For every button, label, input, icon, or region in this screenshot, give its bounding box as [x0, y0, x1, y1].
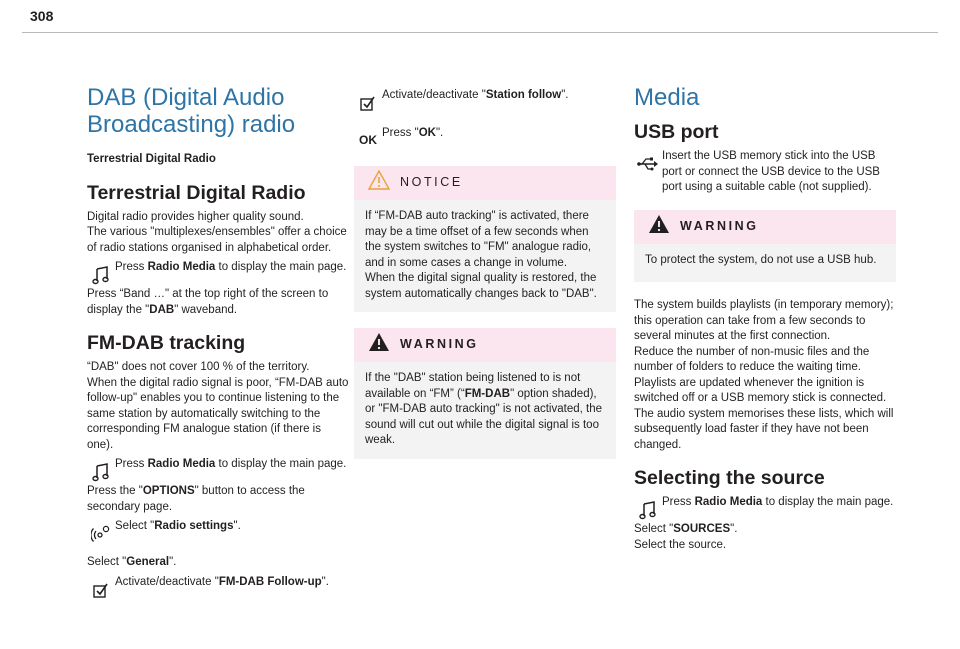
usb-instruction: Insert the USB memory stick into the USB port or connect the USB device to the USB port using a suitable cable (not supplied).	[634, 149, 896, 196]
step-radio-media-2: Press Radio Media to display the main page.	[87, 457, 349, 483]
warning-text: If the "DAB" station being listened to is not available on “FM” (“FM-DAB" option shaded), or "FM-DAB auto tracking" is not activated, the sound will cut out while the digital signal is too weak.	[365, 372, 602, 446]
warning-text: To protect the system, do not use a USB hub.	[645, 253, 877, 266]
music-note-icon	[87, 461, 115, 483]
ok-icon: OK	[359, 133, 377, 148]
paragraph: Select "SOURCES".	[634, 523, 738, 535]
paragraph: “DAB" does not cover 100 % of the territory.	[87, 361, 310, 373]
paragraph: The system builds playlists (in temporary memory); this operation can take from a few seconds to several minutes at the first connection.	[634, 299, 894, 342]
step-fm-dab-follow: Activate/deactivate "FM-DAB Follow-up".	[87, 575, 349, 601]
notice-icon	[368, 170, 390, 196]
paragraph: Select the source.	[634, 538, 727, 551]
warning-header	[354, 328, 616, 362]
header-rule	[22, 32, 938, 33]
column-2	[354, 84, 616, 469]
notice-text: If “FM-DAB auto tracking" is activated, there may be a time offset of a few seconds when the system switches to "FM" analogue radio, and in some cases a change in volume.	[365, 210, 592, 269]
step-radio-media: Press Radio Media to display the main page.	[87, 260, 349, 286]
paragraph: The various "multiplexes/ensembles" offer a choice of radio stations organised in alphabetical order.	[87, 226, 347, 254]
heading-fm-dab: FM-DAB tracking	[87, 332, 246, 354]
music-note-icon	[87, 264, 115, 286]
heading-terrestrial: Terrestrial Digital Radio	[87, 181, 306, 204]
usb-icon	[634, 153, 662, 175]
warning-icon	[368, 332, 390, 358]
warning-label: WARNING	[680, 218, 759, 233]
warning-icon	[648, 214, 670, 240]
step-radio-settings: Select "Radio settings".	[87, 519, 349, 545]
column-1	[87, 72, 349, 602]
paragraph: Digital radio provides higher quality sound.	[87, 210, 304, 223]
warning-label: WARNING	[400, 337, 479, 352]
page-number: 308	[30, 8, 54, 24]
warning-box	[354, 328, 616, 459]
notice-label: NOTICE	[400, 175, 463, 190]
warning-box	[634, 210, 896, 283]
warning-header	[634, 210, 896, 244]
paragraph: Press “Band …" at the top right of the screen to display the "DAB" waveband.	[87, 288, 329, 316]
paragraph: Playlists are updated whenever the ignition is switched off or a USB memory stick is connected. The audio system memorises these lists, which will subsequently load faster if they have not been changed.	[634, 376, 894, 451]
subtitle: Terrestrial Digital Radio	[87, 153, 216, 165]
step-station-follow: Activate/deactivate "Station follow".	[354, 88, 616, 114]
notice-text: When the digital signal quality is restored, the system automatically changes back to "DAB".	[365, 272, 597, 300]
section-title-media: Media	[634, 84, 700, 111]
heading-selecting-source: Selecting the source	[634, 467, 825, 489]
notice-box	[354, 166, 616, 312]
paragraph: Press the "OPTIONS" button to access the secondary page.	[87, 485, 305, 513]
music-note-icon	[634, 499, 662, 521]
paragraph: Select "General".	[87, 556, 177, 568]
paragraph: Reduce the number of non-music files and the number of folders to reduce the waiting time.	[634, 345, 870, 373]
notice-header	[354, 166, 616, 200]
radio-settings-icon	[87, 523, 115, 545]
step-ok: OK Press "OK".	[354, 126, 616, 152]
checkbox-icon	[354, 92, 382, 114]
heading-usb-port: USB port	[634, 121, 719, 143]
paragraph: When the digital radio signal is poor, “FM-DAB auto follow-up" enables you to continue listening to the same station by automatically switching to the corresponding FM analogue station (if there is one).	[87, 376, 349, 451]
section-title-dab: DAB (Digital Audio Broadcasting) radio	[87, 84, 296, 138]
step-radio-media-3: Press Radio Media to display the main page.	[634, 495, 896, 521]
checkbox-icon	[87, 579, 115, 601]
column-3	[634, 72, 896, 553]
